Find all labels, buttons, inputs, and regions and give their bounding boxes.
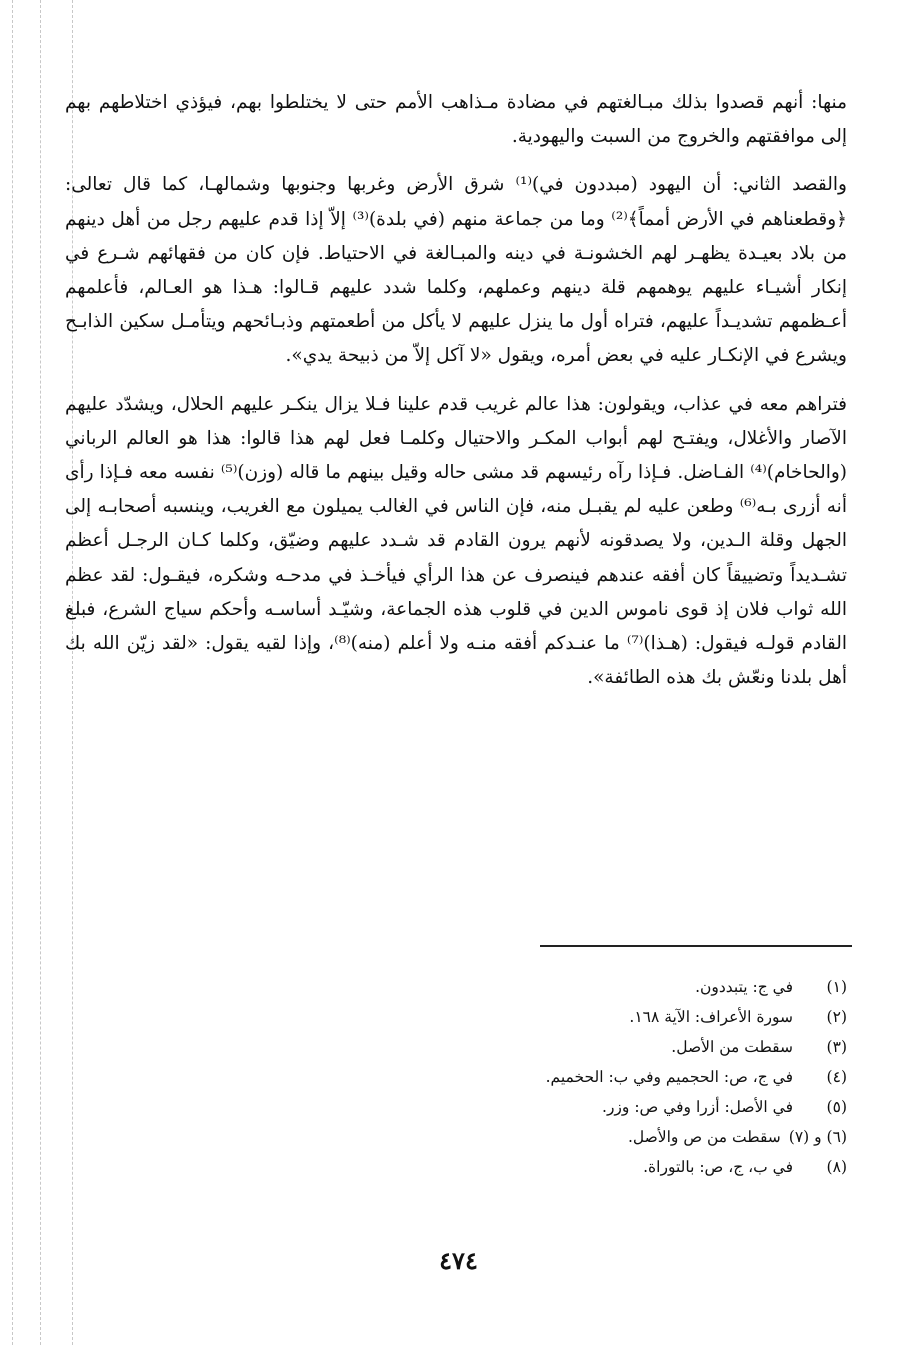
paragraph: والقصد الثاني: أن اليهود (مبددون في)⁽¹⁾ شرق الأرض وغربها وجنوبها وشمالهـا، كما قال تعالى: ﴿وقطعناهم في الأرض أمماً﴾⁽²⁾ وما من جماعة منهم (في بلدة)⁽³⁾ إلاّ إذا قدم عليهم رجل من أهل دينهم من بلاد بعيـدة يظهـر لهم الخشونـة في دينه والمبـالغة في الاحتياط. فإن كان من فقهائهم شـرع في إنكار أشيـاء عليهم يوهمهم قلة دينهم وعملهم، وكلما شدد عليهم قـالوا: هـذا هو العـالم، فأعلمهم أعـظمهم تشديـداً عليهم، فتراه أول ما ينزل عليهم لا يأكل من أطعمتهم وذبـائحهم ويتأمـل سكين الذابـح ويشرع في الإنكـار عليه في بعض أمره، ويقول «لا آكل إلاّ من ذبيحة يدي».	[65, 174, 847, 367]
footnote-number: (٥)	[826, 1098, 847, 1116]
scan-guide-line	[40, 0, 41, 1345]
footnote-number: (١)	[826, 978, 847, 996]
footnote-text: سقطت من الأصل.	[671, 1038, 793, 1056]
footnote-text: في ب، ج، ص: بالتوراة.	[643, 1158, 793, 1176]
footnote	[65, 1032, 847, 1062]
footnote-number: (٣)	[826, 1038, 847, 1056]
footnote	[65, 1002, 847, 1032]
footnote-number: (٤)	[826, 1068, 847, 1086]
footnotes	[65, 972, 847, 1182]
main-text	[65, 86, 847, 695]
footnote-text: سقطت من ص والأصل.	[627, 1128, 781, 1146]
footnote	[65, 972, 847, 1002]
paragraph: منها: أنهم قصدوا بذلك مبـالغتهم في مضادة مـذاهب الأمم حتى لا يختلطوا بهم، فيؤذي اختلاطهم بهم إلى موافقتهم والخروج من السبت واليهودية.	[65, 92, 847, 148]
footnote-text: في ج: يتبددون.	[695, 978, 793, 996]
footnote-text: في الأصل: أزرا وفي ص: وزر.	[602, 1098, 793, 1116]
footnote-number: (٦) و (٧)	[788, 1128, 847, 1146]
footnote-text: سورة الأعراف: الآية ١٦٨.	[629, 1008, 793, 1026]
paragraph: فتراهم معه في عذاب، ويقولون: هذا عالم غريب قدم علينا فـلا يزال ينكـر عليهم الحلال، ويشدّد عليهم الآصار والأغلال، ويفتـح لهم أبواب المكـر والاحتيال وكلمـا فعل لهم هذا قالوا: هذا هو العالم الرباني (والحاخام)⁽⁴⁾ الفـاضل. فـإذا رآه رئيسهم قد مشى حاله وقيل بينهم ما قاله (وزن)⁽⁵⁾ نفسه معه فـإذا رأى أنه أزرى بـه⁽⁶⁾ وطعن عليه لم يقبـل منه، فإن الناس في الغالب يميلون مع الغريب، وينسبه أصحابـه إلى الجهل وقلة الـدين، ولا يصدقونه لأنهم يرون القادم قد شـدد عليهم وضيّق، وكلما كـان الرجـل أعظم تشـديداً وتضييقاً كان أفقه عندهم فينصرف عن هذا الرأي فيأخـذ في مدحـه وشكره، فيقـول: لقد عظم الله ثواب فلان إذ قوى ناموس الدين في قلوب هذه الجماعة، وشيّـد أساسـه وأحكم سياج الشرع، فبلغ القادم قولـه فيقول: (هـذا)⁽⁷⁾ ما عنـدكم أفقه منـه ولا أعلم (منه)⁽⁸⁾، وإذا لقيه يقول: «لقد زيّن الله بك أهل بلدنا ونعّش بك هذه الطائفة».	[65, 393, 847, 689]
footnote	[65, 1062, 847, 1092]
footnote	[65, 1122, 847, 1152]
scan-guide-line	[12, 0, 13, 1345]
footnote	[65, 1152, 847, 1182]
page-number: ٤٧٤	[439, 1246, 478, 1275]
footnote	[65, 1092, 847, 1122]
footnote-number: (٨)	[826, 1158, 847, 1176]
footnote-separator	[540, 945, 852, 947]
footnote-number: (٢)	[826, 1008, 847, 1026]
footnote-text: في ج، ص: الحجميم وفي ب: الحخميم.	[545, 1068, 793, 1086]
